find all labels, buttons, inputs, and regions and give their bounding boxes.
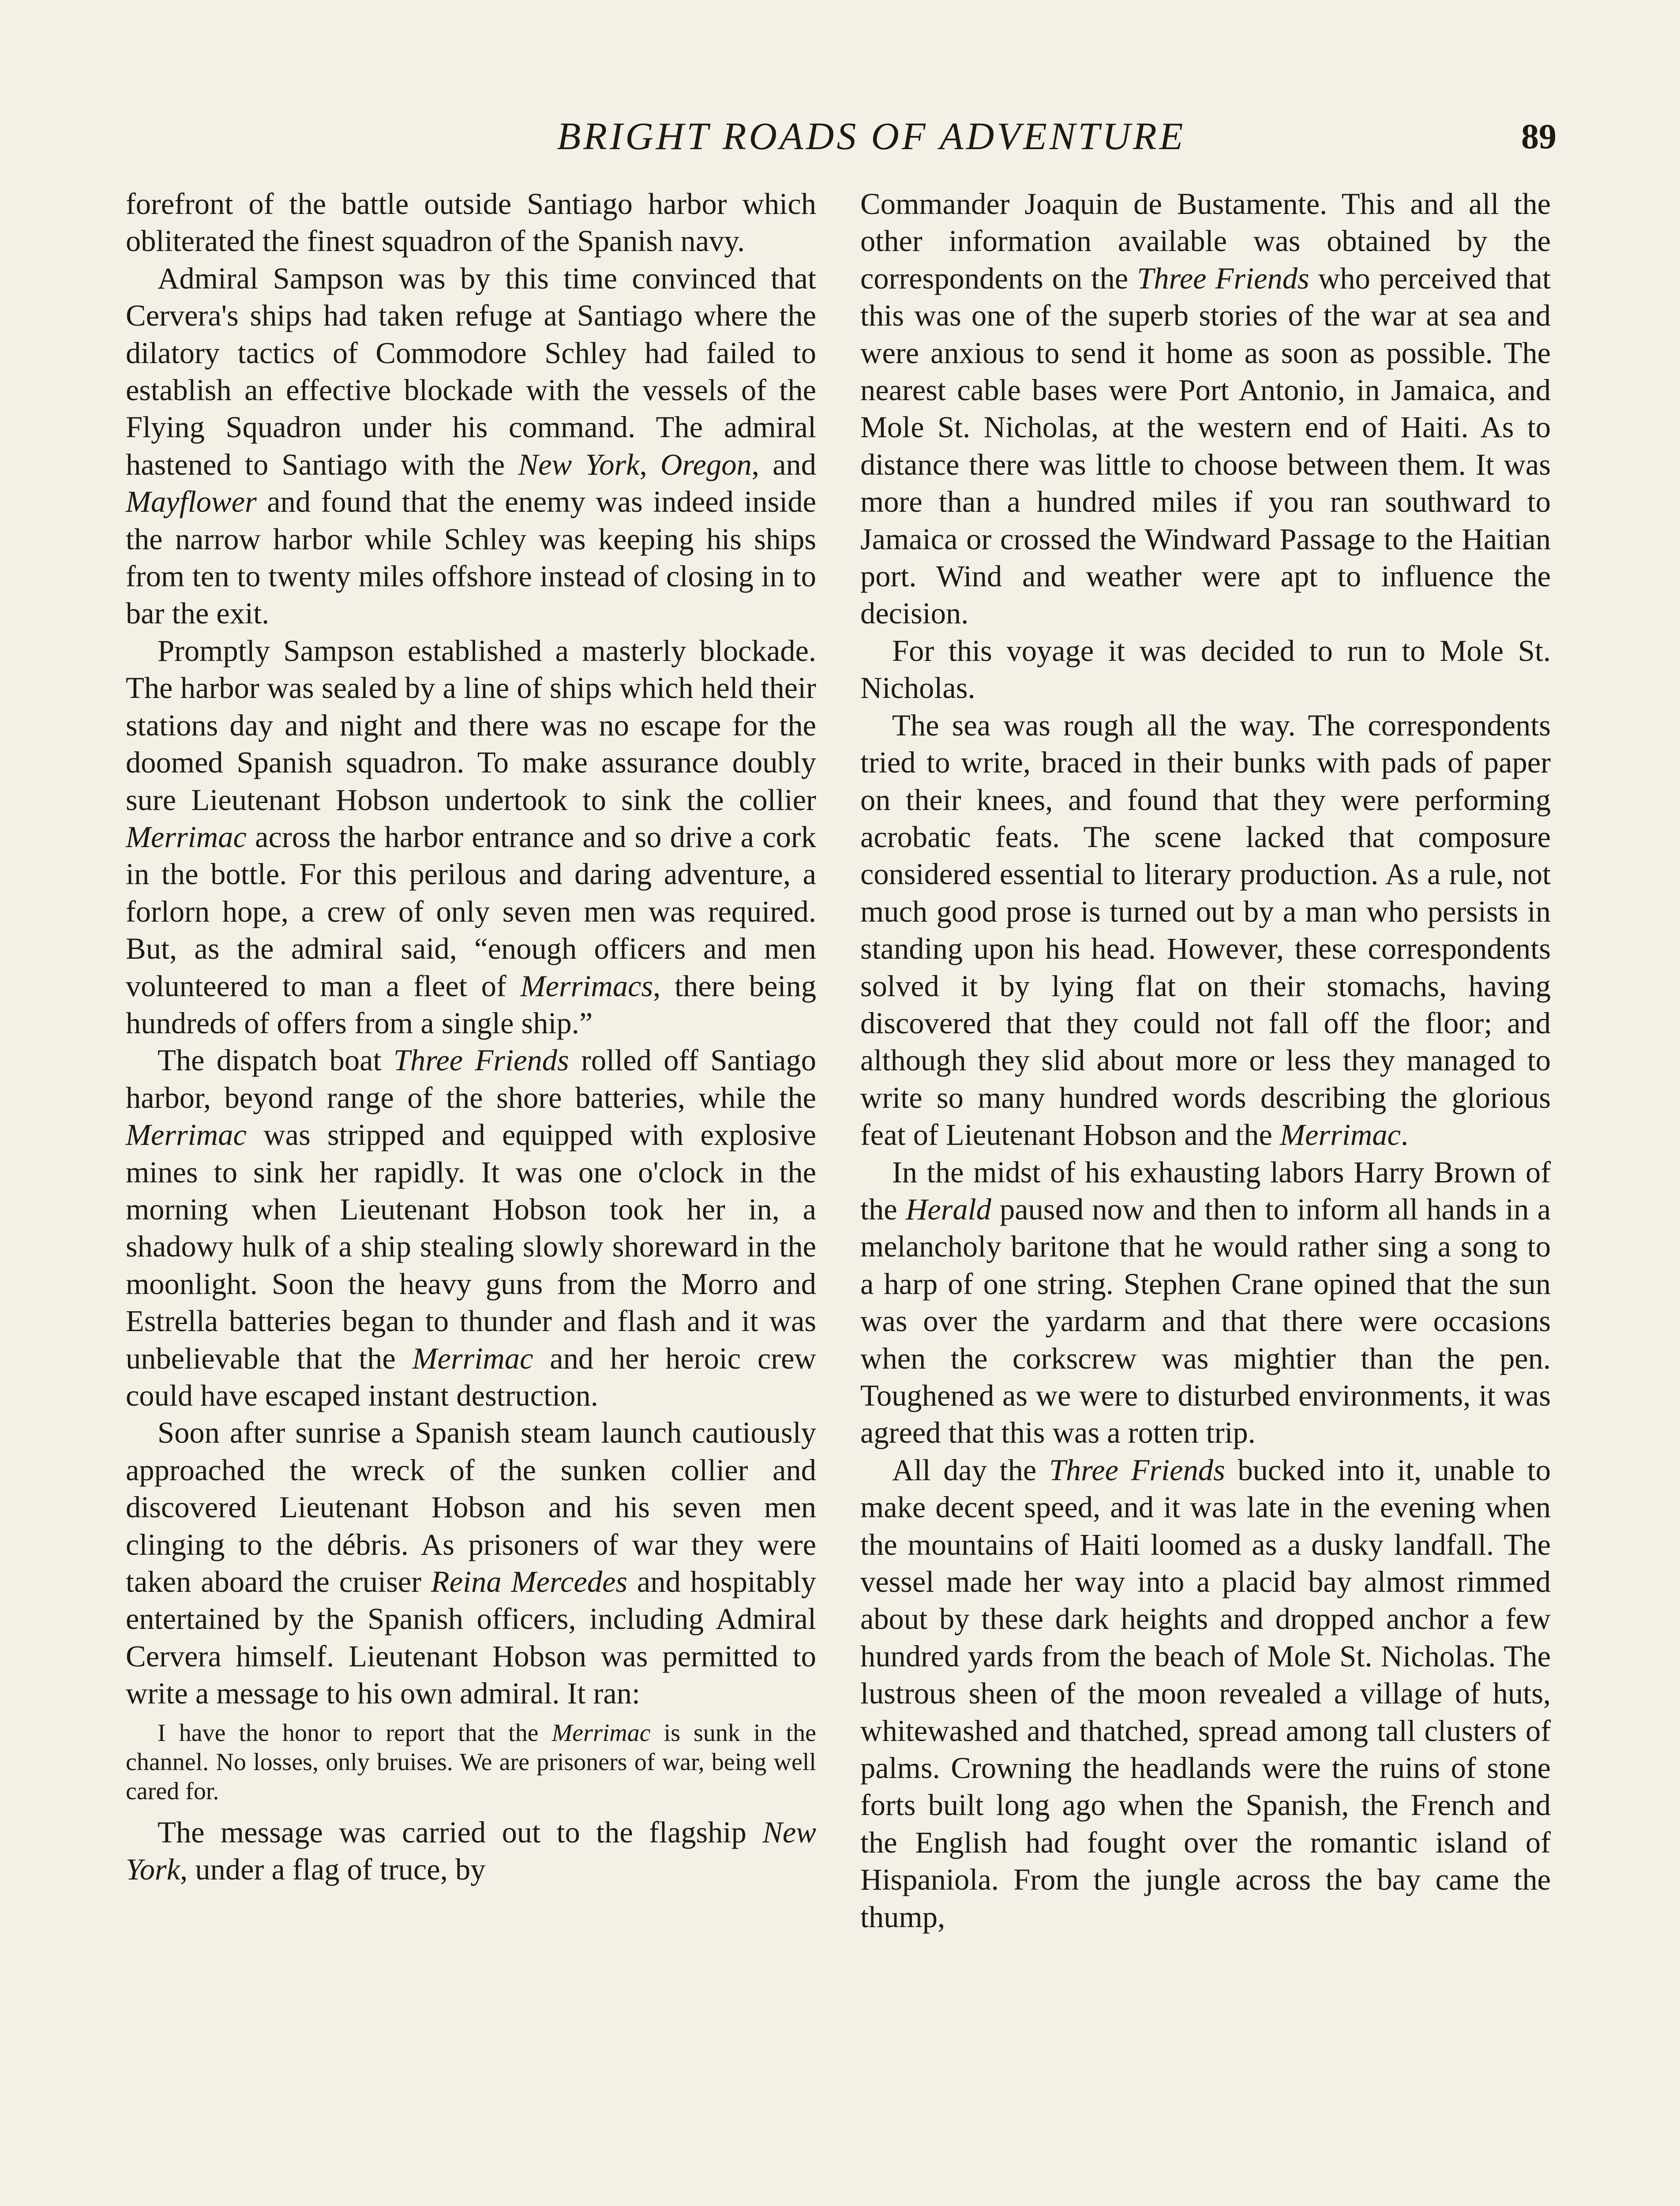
page-number: 89 xyxy=(1521,117,1556,156)
paragraph: The message was carried out to the flagship New York, under a flag of truce, by xyxy=(126,1815,816,1887)
paragraph: Soon after sunrise a Spanish steam launch cautiously approached the wreck of the sunken collier and discovered Lieutenant Hobson and his seven men clinging to the débris. As prisoners of war they were taken aboard the cruiser Reina Mercedes and hospitably entertained by the Spanish officers, including Admiral Cervera himself. Lieutenant Hobson was permitted to write a message to his own admiral. It ran: xyxy=(126,1416,817,1711)
right-column xyxy=(860,185,1551,1936)
paragraph: The sea was rough all the way. The correspondents tried to write, braced in their bunks with pads of paper on their knees, and found that they were performing acrobatic feats. The scene lacked that composure considered essential to literary production. As a rule, not much good prose is turned out by a man who persists in standing upon his head. However, these correspondents solved it by lying flat on their stomachs, having discovered that they could not fall off the floor; and although they slid about more or less they managed to write so many hundred words describing the glorious feat of Lieutenant Hobson and the Merrimac. xyxy=(860,708,1551,1152)
running-head xyxy=(0,113,1680,161)
paragraph: forefront of the battle outside Santiago harbor which obliterated the finest squadron of the Spanish navy. xyxy=(126,187,816,258)
running-title: BRIGHT ROADS OF ADVENTURE xyxy=(557,115,1186,158)
paragraph: The dispatch boat Three Friends rolled off Santiago harbor, beyond range of the shore batteries, while the Merrimac was stripped and equipped with explosive mines to sink her rapidly. It was one o'clock in the morning when Lieutenant Hobson took her in, a shadowy hulk of a ship stealing slowly shoreward in the moonlight. Soon the heavy guns from the Morro and Estrella batteries began to thunder and flash and it was unbelievable that the Merrimac and her heroic crew could have escaped instant destruction. xyxy=(126,1043,816,1412)
paragraph: All day the Three Friends bucked into it, unable to make decent speed, and it was late in the evening when the mountains of Haiti loomed as a dusky landfall. The vessel made her way into a placid bay almost rimmed about by these dark heights and dropped anchor a few hundred yards from the beach of Mole St. Nicholas. The lustrous sheen of the moon revealed a village of huts, whitewashed and thatched, spread among tall clusters of palms. Crowning the headlands were the ruins of stone forts built long ago when the Spanish, the French and the English had fought over the romantic island of Hispaniola. From the jungle across the bay came the thump, xyxy=(860,1453,1551,1934)
left-column xyxy=(126,185,816,1888)
paragraph: Promptly Sampson established a masterly blockade. The harbor was sealed by a line of ships which held their stations day and night and there was no escape for the doomed Spanish squadron. To make assurance doubly sure Lieutenant Hobson undertook to sink the collier Merrimac across the harbor entrance and so drive a cork in the bottle. For this perilous and daring adventure, a forlorn hope, a crew of only seven men was required. But, as the admiral said, “enough officers and men volunteered to man a fleet of Merrimacs, there being hundreds of offers from a single ship.” xyxy=(126,634,816,1040)
paragraph: Admiral Sampson was by this time convinced that Cervera's ships had taken refuge at Santiago where the dilatory tactics of Commodore Schley had failed to establish an effective blockade with the vessels of the Flying Squadron under his command. The admiral hastened to Santiago with the New York, Oregon, and Mayflower and found that the enemy was indeed inside the narrow harbor while Schley was keeping his ships from ten to twenty miles offshore instead of closing in to bar the exit. xyxy=(126,261,817,630)
paragraph: For this voyage it was decided to run to Mole St. Nicholas. xyxy=(860,634,1551,705)
paragraph: In the midst of his exhausting labors Harry Brown of the Herald paused now and then to inform all hands in a melancholy baritone that he would rather sing a song to a harp of one string. Stephen Crane opined that the sun was over the yardarm and that there were occasions when the corkscrew was mightier than the pen. Toughened as we were to disturbed environments, it was agreed that this was a rotten trip. xyxy=(860,1155,1551,1450)
paragraph: Commander Joaquin de Bustamente. This and all the other information available was obtained by the correspondents on the Three Friends who perceived that this was one of the superb stories of the war at sea and were anxious to send it home as soon as possible. The nearest cable bases were Port Antonio, in Jamaica, and Mole St. Nicholas, at the western end of Haiti. As to distance there was little to choose between them. It was more than a hundred miles if you ran southward to Jamaica or crossed the Windward Passage to the Haitian port. Wind and weather were apt to influence the decision. xyxy=(860,187,1551,630)
quoted-message: I have the honor to report that the Merrimac is sunk in the channel. No losses, only bruises. We are prisoners of war, being well cared for. xyxy=(126,1719,816,1805)
